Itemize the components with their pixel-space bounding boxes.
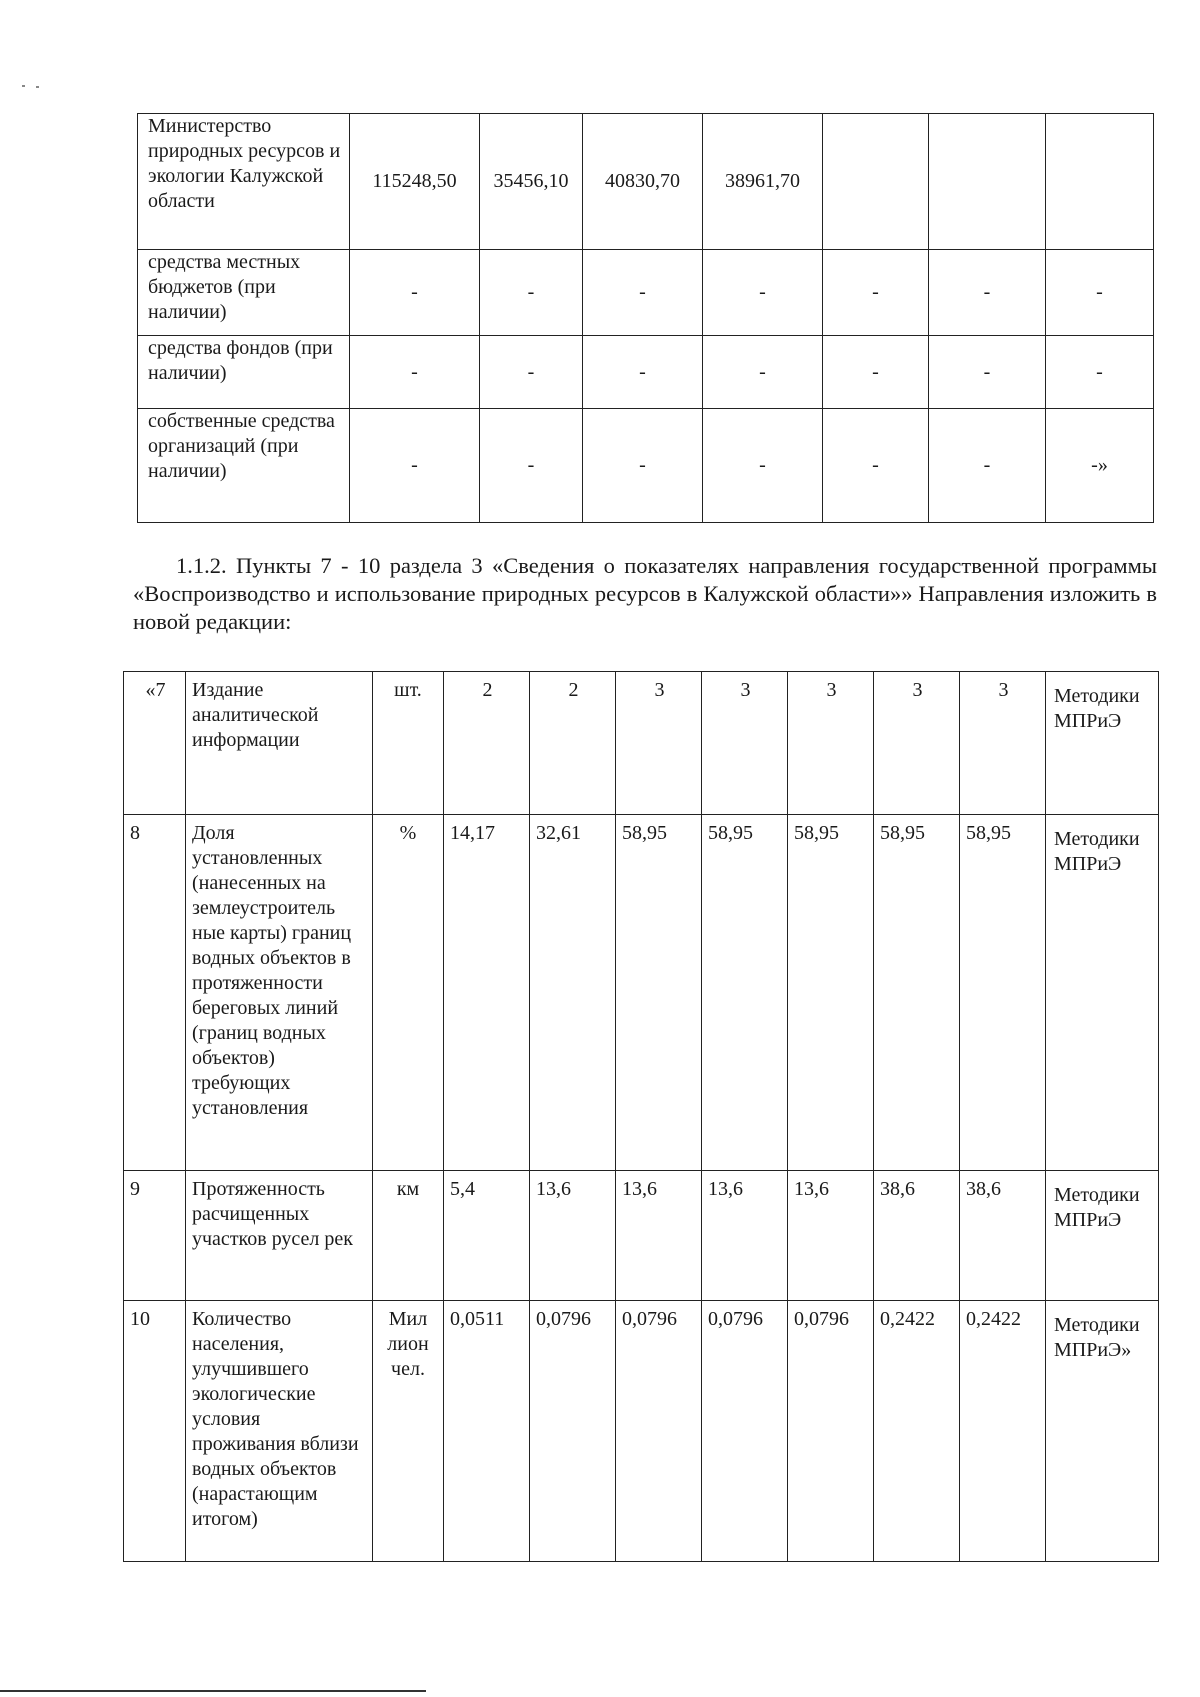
- funding-value: 115248,50: [350, 114, 480, 250]
- funding-value: -: [583, 250, 703, 336]
- funding-value: -: [1046, 336, 1154, 409]
- indicator-value: 58,95: [874, 815, 960, 1171]
- funding-value: -: [703, 409, 823, 523]
- funding-row-label: Министерство природных ресурсов и экологии Калужской области: [138, 114, 350, 250]
- indicator-value: 58,95: [788, 815, 874, 1171]
- indicator-value: 58,95: [616, 815, 702, 1171]
- funding-row: [138, 114, 1154, 250]
- indicator-unit: Мил лион чел.: [373, 1301, 444, 1562]
- indicator-value: 14,17: [444, 815, 530, 1171]
- indicator-value: 32,61: [530, 815, 616, 1171]
- funding-value: -: [480, 336, 583, 409]
- indicator-value: 3: [960, 672, 1046, 815]
- funding-value: -: [480, 409, 583, 523]
- indicator-value: 3: [788, 672, 874, 815]
- funding-value: [1046, 114, 1154, 250]
- indicator-unit: шт.: [373, 672, 444, 815]
- indicator-row: [124, 1301, 1159, 1562]
- funding-value: -: [583, 336, 703, 409]
- indicator-value: 0,2422: [874, 1301, 960, 1562]
- funding-value: -: [1046, 250, 1154, 336]
- indicator-name: Протяженность расчищенных участков русел рек: [186, 1171, 373, 1301]
- indicator-unit: %: [373, 815, 444, 1171]
- indicator-value: 0,0796: [616, 1301, 702, 1562]
- indicator-value: 38,6: [874, 1171, 960, 1301]
- indicators-table: [123, 671, 1159, 1562]
- indicator-value: 13,6: [616, 1171, 702, 1301]
- indicator-value: 3: [874, 672, 960, 815]
- indicator-name: Количество населения, улучшившего экологические условия проживания вблизи водных объектов (нарастающим итогом): [186, 1301, 373, 1562]
- indicator-value: 58,95: [702, 815, 788, 1171]
- indicator-value: 58,95: [960, 815, 1046, 1171]
- funding-value: -: [480, 250, 583, 336]
- funding-row-label: средства местных бюджетов (при наличии): [138, 250, 350, 336]
- indicator-row: [124, 815, 1159, 1171]
- funding-value: 35456,10: [480, 114, 583, 250]
- funding-value: [823, 114, 929, 250]
- indicator-value: 2: [530, 672, 616, 815]
- indicator-value: 3: [616, 672, 702, 815]
- indicator-number: 9: [124, 1171, 186, 1301]
- indicator-value: 3: [702, 672, 788, 815]
- indicator-value: 0,2422: [960, 1301, 1046, 1562]
- indicator-unit: км: [373, 1171, 444, 1301]
- funding-value: -: [703, 336, 823, 409]
- indicator-number: «7: [124, 672, 186, 815]
- funding-row: [138, 409, 1154, 523]
- funding-value: 40830,70: [583, 114, 703, 250]
- indicator-method: Методики МПРиЭ»: [1046, 1301, 1159, 1562]
- funding-value: -: [350, 250, 480, 336]
- funding-row: [138, 250, 1154, 336]
- indicator-row: [124, 672, 1159, 815]
- bottom-rule: [0, 1690, 426, 1692]
- indicator-value: 0,0511: [444, 1301, 530, 1562]
- indicator-method: Методики МПРиЭ: [1046, 815, 1159, 1171]
- funding-value: -: [823, 336, 929, 409]
- indicator-value: 13,6: [788, 1171, 874, 1301]
- funding-row-label: средства фондов (при наличии): [138, 336, 350, 409]
- funding-value: -»: [1046, 409, 1154, 523]
- funding-value: -: [929, 250, 1046, 336]
- funding-value: 38961,70: [703, 114, 823, 250]
- funding-row-label: собственные средства организаций (при наличии): [138, 409, 350, 523]
- funding-value: -: [703, 250, 823, 336]
- indicator-row: [124, 1171, 1159, 1301]
- funding-value: -: [350, 336, 480, 409]
- indicator-value: 0,0796: [702, 1301, 788, 1562]
- indicator-number: 8: [124, 815, 186, 1171]
- indicator-number: 10: [124, 1301, 186, 1562]
- indicator-value: 13,6: [702, 1171, 788, 1301]
- funding-value: -: [350, 409, 480, 523]
- indicator-value: 5,4: [444, 1171, 530, 1301]
- indicator-method: Методики МПРиЭ: [1046, 1171, 1159, 1301]
- funding-value: -: [583, 409, 703, 523]
- funding-table: [137, 113, 1154, 523]
- funding-value: -: [823, 250, 929, 336]
- indicator-value: 2: [444, 672, 530, 815]
- funding-value: -: [823, 409, 929, 523]
- funding-value: -: [929, 409, 1046, 523]
- funding-value: -: [929, 336, 1046, 409]
- indicator-value: 0,0796: [530, 1301, 616, 1562]
- indicator-method: Методики МПРиЭ: [1046, 672, 1159, 815]
- indicator-value: 0,0796: [788, 1301, 874, 1562]
- indicator-name: Доля установленных (нанесенных на землеустроитель ные карты) границ водных объектов в протяженности береговых линий (границ водных объектов) требующих установления: [186, 815, 373, 1171]
- indicator-name: Издание аналитической информации: [186, 672, 373, 815]
- amendment-paragraph: 1.1.2. Пункты 7 - 10 раздела 3 «Сведения о показателях направления государственной программы «Воспроизводство и использование природных ресурсов в Калужской области»» Направления изложить в новой редакции:: [133, 553, 1157, 634]
- indicator-value: 38,6: [960, 1171, 1046, 1301]
- funding-value: [929, 114, 1046, 250]
- indicator-value: 13,6: [530, 1171, 616, 1301]
- funding-row: [138, 336, 1154, 409]
